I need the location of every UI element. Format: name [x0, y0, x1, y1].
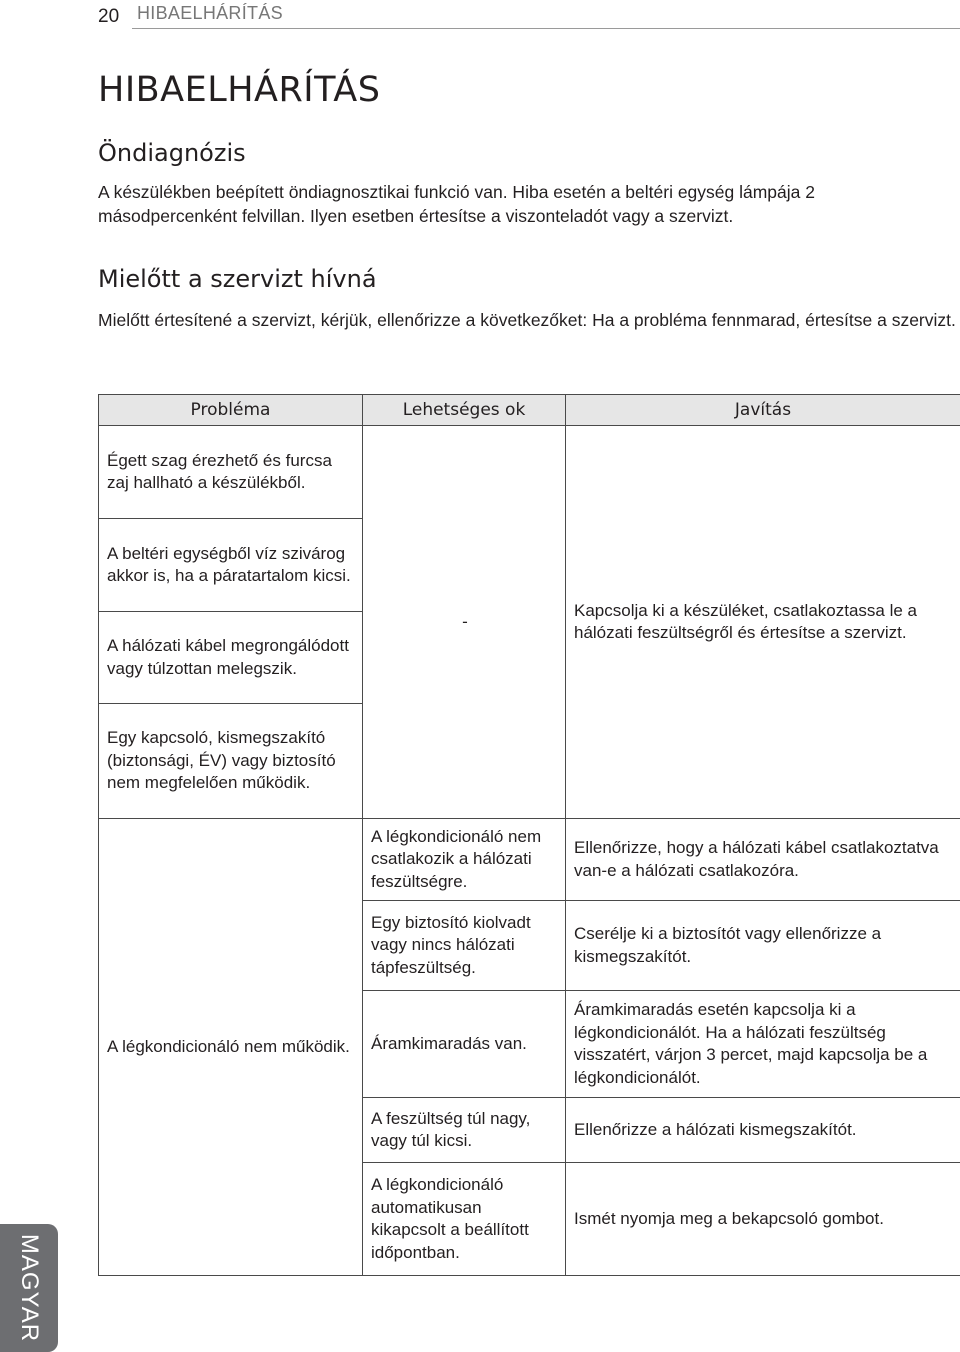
troubleshooting-table: [98, 394, 960, 1276]
header-fix: Javítás: [566, 395, 960, 426]
fix-cell: Ellenőrizze a hálózati kismegszakítót.: [566, 1098, 960, 1163]
fix-cell: Cserélje ki a biztosítót vagy ellenőrizze a kismegszakítót.: [566, 901, 960, 991]
header-section-title: HIBAELHÁRÍTÁS: [137, 3, 283, 23]
cause-cell: -: [363, 426, 566, 819]
header-cause: Lehetséges ok: [363, 395, 566, 426]
before-service-heading: Mielőtt a szervizt hívná: [98, 265, 377, 293]
fix-cell: Kapcsolja ki a készüléket, csatlakoztassa le a hálózati feszültségről és értesítse a szervizt.: [566, 426, 960, 819]
page-number: 20: [98, 6, 120, 27]
problem-cell: A beltéri egységből víz szivárog akkor is, ha a páratartalom kicsi.: [99, 519, 363, 612]
problem-cell: A hálózati kábel megrongálódott vagy túlzottan melegszik.: [99, 612, 363, 704]
fix-cell: Ismét nyomja meg a bekapcsoló gombot.: [566, 1163, 960, 1276]
language-tab: [0, 1224, 58, 1352]
cause-cell: A légkondicionáló automatikusan kikapcsolt a beállított időpontban.: [363, 1163, 566, 1276]
table-row: [99, 426, 960, 519]
table-header-row: [99, 395, 960, 426]
cause-cell: A feszültség túl nagy, vagy túl kicsi.: [363, 1098, 566, 1163]
problem-cell: A légkondicionáló nem működik.: [99, 819, 363, 1276]
selfdiag-text: A készülékben beépített öndiagnosztikai funkció van. Hiba esetén a beltéri egység lámpája 2 másodpercenként felvillan. Ilyen esetben értesítse a viszonteladót vagy a szervizt.: [98, 182, 815, 226]
language-tab-label: MAGYAR: [16, 1233, 43, 1343]
cause-cell: Egy biztosító kiolvadt vagy nincs hálózati tápfeszültség.: [363, 901, 566, 991]
cause-cell: Áramkimaradás van.: [363, 991, 566, 1098]
table-row: [99, 819, 960, 901]
problem-cell: Egy kapcsoló, kismegszakító (biztonsági, ÉV) vagy biztosító nem megfelelően működik.: [99, 704, 363, 819]
header-problem: Probléma: [99, 395, 363, 426]
page-header: [0, 0, 960, 36]
fix-cell: Ellenőrizze, hogy a hálózati kábel csatlakoztatva van-e a hálózati csatlakozóra.: [566, 819, 960, 901]
fix-cell: Áramkimaradás esetén kapcsolja ki a légkondicionálót. Ha a hálózati feszültség visszatért, várjon 3 percet, majd kapcsolja be a légkondicionálót.: [566, 991, 960, 1098]
cause-cell: A légkondicionáló nem csatlakozik a hálózati feszültségre.: [363, 819, 566, 901]
page-title: HIBAELHÁRÍTÁS: [98, 70, 381, 110]
before-service-text: Mielőtt értesítené a szervizt, kérjük, ellenőrizze a következőket: Ha a probléma fennmarad, értesítse a szervizt.: [98, 310, 956, 330]
selfdiag-heading: Öndiagnózis: [98, 139, 246, 167]
problem-cell: Égett szag érezhető és furcsa zaj hallható a készülékből.: [99, 426, 363, 519]
header-rule: [132, 28, 960, 29]
